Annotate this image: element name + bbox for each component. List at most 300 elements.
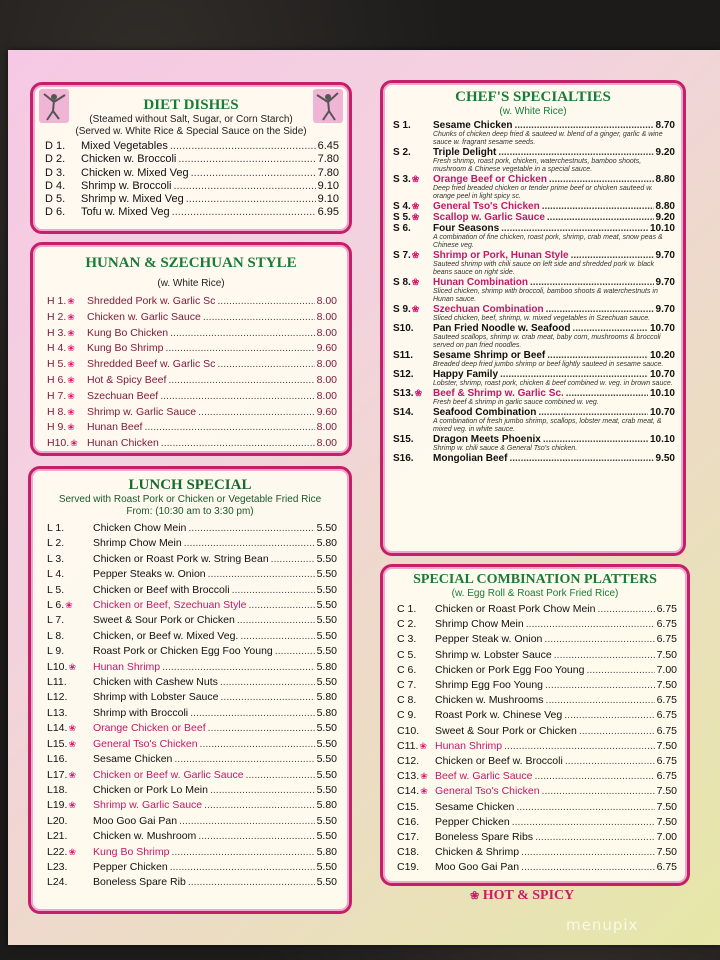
chili-icon: ❀ (411, 212, 420, 222)
item-code-text: H 2. (47, 310, 67, 323)
combination-platters-box (380, 564, 690, 886)
leader-dots (543, 434, 648, 445)
leader-dots (204, 798, 314, 813)
item-price: 7.50 (656, 785, 677, 798)
item-code-text: C16. (397, 815, 420, 828)
menu-item-row (47, 845, 337, 860)
menu-item-row (393, 201, 675, 212)
item-name: Shrimp Chow Mein (93, 537, 182, 550)
item-price: 5.80 (316, 537, 337, 550)
item-code-text: C12. (397, 755, 420, 768)
menu-item-row (47, 552, 337, 567)
item-code-text: H 8. (47, 405, 67, 418)
menu-item-row (397, 663, 677, 678)
menu-item-row (47, 798, 337, 813)
item-price: 9.70 (655, 250, 675, 261)
item-code (47, 310, 87, 326)
item-name: Chicken w. Garlic Sauce (87, 310, 201, 323)
leader-dots (535, 830, 655, 845)
item-code-text: L 5. (47, 583, 65, 596)
leader-dots (170, 140, 316, 153)
item-name: Seafood Combination (433, 407, 537, 418)
item-price: 10.10 (649, 434, 675, 445)
item-price: 7.50 (656, 648, 677, 661)
item-name: Shrimp w. Garlic Sauce (93, 799, 203, 812)
leader-dots (184, 536, 315, 551)
leader-dots (171, 845, 314, 860)
diet-dishes-title: DIET DISHES (143, 97, 239, 113)
leader-dots (144, 420, 314, 436)
item-name: Shrimp or Pork, Hunan Style (433, 250, 569, 261)
item-code (47, 326, 87, 342)
item-code (47, 783, 93, 798)
chili-icon: ❀ (67, 311, 75, 322)
item-code-text: C18. (397, 846, 420, 859)
leader-dots (186, 193, 316, 206)
menu-item-row (393, 323, 675, 334)
leader-dots (546, 304, 654, 315)
menu-item-row (45, 193, 339, 206)
item-price: 8.00 (316, 389, 337, 402)
leader-dots (554, 648, 655, 663)
chili-icon: ❀ (411, 174, 420, 184)
item-code (47, 629, 93, 644)
leader-dots (160, 389, 314, 405)
leader-dots (501, 223, 648, 234)
item-code (397, 754, 435, 769)
item-code-text: L16. (47, 753, 68, 766)
item-name: Hot & Spicy Beef (87, 373, 167, 386)
item-name: Roast Pork or Chicken Egg Foo Young (93, 645, 273, 658)
item-name: Shrimp with Lobster Sauce (93, 691, 219, 704)
item-code-text: C10. (397, 724, 420, 737)
menu-item-row (47, 405, 337, 421)
menu-item-row (393, 120, 675, 131)
diet-dishes-box (30, 82, 352, 234)
dancer-icon (313, 89, 343, 123)
item-name: Hunan Shrimp (93, 660, 161, 673)
item-code (47, 389, 87, 405)
item-code (397, 617, 435, 632)
item-code-text: L 3. (47, 552, 65, 565)
item-code-text: S12. (393, 369, 414, 380)
menu-item-row (397, 739, 677, 754)
menu-item-row (45, 167, 339, 180)
item-name: Pepper Steak w. Onion (435, 633, 543, 646)
item-code (47, 721, 93, 736)
leader-dots (203, 310, 315, 326)
item-price: 8.00 (316, 295, 337, 307)
menu-item-row (47, 598, 337, 613)
item-name: Hunan Shrimp (435, 739, 503, 752)
item-code-text: D 4. (45, 179, 66, 192)
leader-dots (564, 708, 654, 723)
item-name: Pan Fried Noodle w. Seafood (433, 323, 571, 334)
item-code (397, 708, 435, 723)
hunan-szechuan-box (30, 242, 352, 456)
item-name: Kung Bo Chicken (87, 326, 169, 339)
item-code (393, 147, 433, 158)
diet-dishes-note: (Served w. White Rice & Special Sauce on the Side) (75, 126, 307, 137)
item-code (393, 350, 433, 361)
item-price: 5.80 (316, 799, 337, 812)
item-code (393, 223, 433, 234)
leader-dots (191, 167, 316, 180)
item-name: Chicken or Roast Pork Chow Mein (435, 603, 596, 615)
item-price: 5.50 (316, 583, 337, 596)
leader-dots (246, 768, 315, 783)
item-price: 5.50 (316, 814, 337, 827)
item-description: Sauteed shrimp with chili sauce on left side and shredded pork w. black beans sauce on right side. (433, 261, 655, 276)
item-name: Sesame Shrimp or Beef (433, 350, 546, 361)
menu-item-row (397, 724, 677, 739)
item-code (47, 420, 87, 436)
item-price: 5.80 (316, 706, 337, 719)
item-code-text: L10. (47, 660, 68, 673)
item-name: Chicken or Beef w. Garlic Sauce (93, 768, 244, 781)
chili-icon: ❀ (68, 723, 76, 734)
item-code (47, 436, 87, 452)
item-price: 6.75 (656, 603, 677, 615)
item-code-text: S14. (393, 407, 414, 418)
item-description: Lobster, shrimp, roast pork, chicken & beef combined w. veg. in brown sauce. (433, 380, 673, 387)
leader-dots (198, 829, 314, 844)
menu-item-row (397, 815, 677, 830)
item-code-text: S11. (393, 350, 414, 361)
leader-dots (178, 153, 315, 166)
item-price: 5.50 (316, 522, 337, 534)
item-code-text: S 1. (393, 120, 411, 131)
menu-item-row (45, 206, 339, 219)
item-name: Chicken w. Mixed Veg (81, 166, 189, 179)
chili-icon: ❀ (411, 250, 420, 260)
item-code (47, 706, 93, 721)
menu-item-row (47, 690, 337, 705)
item-price: 9.50 (655, 453, 675, 464)
leader-dots (162, 660, 314, 675)
item-code (47, 598, 93, 613)
item-price: 5.50 (316, 768, 337, 781)
chili-icon: ❀ (470, 890, 480, 902)
leader-dots (188, 521, 314, 536)
leader-dots (217, 357, 314, 373)
item-code (47, 405, 87, 421)
item-price: 8.70 (655, 120, 675, 131)
item-code-text: S 4. (393, 201, 411, 212)
item-code-text: L22. (47, 845, 68, 858)
chili-icon: ❀ (70, 438, 78, 449)
menu-item-row (397, 784, 677, 799)
item-description: Breaded deep fried jumbo shrimp or beef lightly sauteed in sesame sauce. (433, 361, 664, 368)
item-name: Four Seasons (433, 223, 500, 234)
leader-dots (188, 875, 315, 890)
item-price: 10.10 (649, 388, 675, 399)
item-name: General Tso's Chicken (435, 785, 540, 798)
leader-dots (579, 724, 655, 739)
menu-item-row (397, 632, 677, 647)
item-name: Shredded Beef w. Garlic Sc (87, 358, 216, 371)
item-name: Beef & Shrimp w. Garlic Sc. (433, 388, 564, 399)
item-code (397, 739, 435, 754)
item-price: 8.00 (316, 326, 337, 339)
menu-item-row (47, 829, 337, 844)
leader-dots (200, 737, 315, 752)
item-description: Deep fried breaded chicken or tender prime beef or chicken sauteed w. orange peel in light spicy sc. (433, 185, 653, 200)
item-code (393, 323, 433, 334)
item-code-text: L 1. (47, 522, 65, 534)
menu-item-row (397, 708, 677, 723)
lunch-special-title: LUNCH SPECIAL (128, 477, 252, 493)
item-price: 6.75 (656, 618, 677, 631)
item-code-text: L15. (47, 737, 68, 750)
leader-dots (547, 350, 648, 361)
menu-item-row (397, 845, 677, 860)
chili-icon: ❀ (419, 740, 427, 751)
item-code (47, 675, 93, 690)
chili-icon: ❀ (420, 786, 428, 797)
chili-icon: ❀ (414, 388, 423, 398)
menu-item-row (47, 721, 337, 736)
menu-item-row (393, 453, 675, 464)
item-name: Triple Delight (433, 147, 497, 158)
item-code-text: L 4. (47, 568, 65, 581)
item-code (47, 521, 93, 536)
item-code (393, 174, 433, 185)
item-price: 5.50 (316, 676, 337, 689)
menu-item-row (45, 153, 339, 166)
item-code-text: L13. (47, 706, 68, 719)
chili-icon: ❀ (67, 296, 75, 306)
item-code (393, 407, 433, 418)
item-price: 9.20 (655, 147, 675, 158)
menu-item-row (393, 223, 675, 234)
menu-item-row (47, 752, 337, 767)
leader-dots (271, 552, 315, 567)
menu-item-row (393, 304, 675, 315)
item-name: Chicken & Shrimp (435, 846, 520, 859)
item-price: 5.80 (316, 660, 337, 673)
item-name: Chicken or Beef w. Broccoli (435, 755, 563, 768)
leader-dots (498, 147, 653, 158)
chili-icon: ❀ (67, 406, 75, 417)
leader-dots (586, 663, 654, 678)
leader-dots (165, 341, 314, 357)
item-code (397, 602, 435, 617)
item-code (397, 632, 435, 647)
leader-dots (210, 783, 315, 798)
item-price: 7.80 (317, 153, 339, 166)
item-name: Chicken or Pork Lo Mein (93, 783, 208, 796)
menu-item-row (393, 407, 675, 418)
item-price: 6.75 (656, 861, 677, 874)
menu-item-row (47, 420, 337, 436)
item-description: A combination of fine chicken, roast pork, shrimp, crab meat, snow peas & Chinese veg. (433, 234, 663, 249)
item-code-text: H 6. (47, 373, 67, 386)
item-code (397, 784, 435, 799)
item-code (47, 341, 87, 357)
menu-item-row (47, 660, 337, 675)
menu-item-row (47, 310, 337, 326)
item-price: 9.70 (655, 277, 675, 288)
menu-item-row (393, 388, 675, 399)
item-description: Fresh beef & shrimp in garlic sauce combined w. veg. (433, 399, 599, 406)
item-code-text: C 9. (397, 709, 417, 722)
item-code-text: H 4. (47, 342, 67, 355)
item-name: Chicken or Roast Pork w. String Bean (93, 552, 269, 565)
item-name: Hunan Beef (87, 421, 143, 434)
leader-dots (232, 583, 315, 598)
item-code (47, 583, 93, 598)
item-code-text: L23. (47, 860, 68, 873)
item-code-text: L12. (47, 691, 68, 704)
item-code (47, 768, 93, 783)
item-code (47, 552, 93, 567)
item-price: 10.10 (649, 223, 675, 234)
item-code (393, 212, 433, 223)
chili-icon: ❀ (68, 738, 76, 749)
menu-item-row (45, 140, 339, 153)
item-price: 5.50 (316, 876, 337, 889)
item-code-text: C14. (397, 785, 420, 798)
item-price: 7.00 (656, 663, 677, 676)
hot-spicy-label: HOT & SPICY (482, 888, 575, 903)
item-description: Chunks of chicken deep fried & sauteed w. blend of a ginger, garlic & wine sauce w. fragrant sesame seeds. (433, 131, 663, 146)
item-code-text: C 3. (397, 633, 417, 646)
leader-dots (597, 602, 654, 617)
menu-item-row (47, 326, 337, 342)
item-code (47, 860, 93, 875)
item-name: Pepper Chicken (93, 860, 168, 873)
item-code-text: C13. (397, 770, 420, 783)
item-code (397, 693, 435, 708)
item-name: Kung Bo Shrimp (93, 845, 170, 858)
item-code (47, 613, 93, 628)
item-name: Chicken with Cashew Nuts (93, 676, 218, 689)
leader-dots (572, 323, 648, 334)
item-price: 5.50 (316, 783, 337, 796)
item-code (47, 690, 93, 705)
item-code (47, 875, 93, 890)
leader-dots (521, 845, 655, 860)
menu-item-row (47, 436, 337, 452)
item-description: Sauteed scallops, shrimp w. crab meat, baby corn, mushrooms & broccoli served on pan fried noodles. (433, 334, 661, 349)
item-code-text: H10. (47, 437, 70, 450)
item-name: Tofu w. Mixed Veg (81, 206, 170, 219)
item-price: 5.80 (316, 691, 337, 704)
item-name: Beef w. Garlic Sauce (435, 770, 533, 783)
chili-icon: ❀ (67, 327, 75, 338)
leader-dots (190, 706, 314, 721)
leader-dots (237, 613, 315, 628)
item-name: Sesame Chicken (93, 753, 173, 766)
item-code-text: D 6. (45, 206, 66, 219)
item-code (397, 663, 435, 678)
item-price: 5.50 (316, 629, 337, 642)
item-name: Roast Pork w. Chinese Veg (435, 709, 563, 722)
item-price: 6.45 (317, 140, 339, 152)
item-code (397, 678, 435, 693)
item-price: 6.75 (656, 755, 677, 768)
item-price: 7.00 (656, 831, 677, 844)
item-code-text: L19. (47, 799, 68, 812)
leader-dots (500, 369, 648, 380)
chili-icon: ❀ (420, 771, 428, 782)
chefs-specialties-box (380, 80, 686, 556)
leader-dots (544, 632, 654, 647)
menu-item-row (47, 860, 337, 875)
leader-dots (515, 120, 654, 131)
item-code (393, 250, 433, 261)
item-code (47, 798, 93, 813)
menu-item-row (47, 583, 337, 598)
item-price: 7.50 (656, 739, 677, 752)
item-code (45, 140, 81, 153)
item-price: 8.80 (655, 201, 675, 212)
leader-dots (179, 814, 315, 829)
item-name: Kung Bo Shrimp (87, 342, 164, 355)
item-code (47, 644, 93, 659)
chili-icon: ❀ (411, 201, 420, 211)
menu-item-row (47, 706, 337, 721)
item-code (45, 180, 81, 193)
item-price: 8.00 (316, 358, 337, 371)
menu-item-row (397, 830, 677, 845)
item-name: Pepper Chicken (435, 815, 510, 828)
menu-item-row (47, 675, 337, 690)
combination-platters-note: (w. Egg Roll & Roast Pork Fried Rice) (451, 588, 619, 599)
item-code-text: S 5. (393, 212, 411, 223)
item-price: 5.50 (316, 614, 337, 627)
item-code-text: C 2. (397, 618, 417, 631)
item-code-text: L24. (47, 876, 68, 889)
item-name: Shrimp Egg Foo Young (435, 679, 543, 692)
leader-dots (174, 752, 314, 767)
chili-icon: ❀ (67, 390, 75, 401)
item-price: 10.20 (649, 350, 675, 361)
chili-icon: ❀ (67, 422, 75, 433)
item-code-text: D 3. (45, 166, 66, 179)
item-price: 9.60 (316, 405, 337, 418)
leader-dots (526, 617, 655, 632)
item-code-text: S10. (393, 323, 414, 334)
item-code-text: S 6. (393, 223, 411, 234)
leader-dots (545, 678, 655, 693)
item-name: Sesame Chicken (435, 800, 515, 813)
item-name: Chicken Chow Mein (93, 522, 187, 534)
item-price: 9.10 (317, 193, 339, 206)
item-name: Mixed Vegetables (81, 140, 168, 152)
item-code-text: C 7. (397, 679, 417, 692)
menu-item-row (393, 434, 675, 445)
item-price: 6.75 (656, 709, 677, 722)
item-price: 6.75 (656, 633, 677, 646)
item-price: 9.10 (317, 179, 339, 192)
item-name: Chicken w. Mushrooms (435, 694, 544, 707)
item-code (47, 357, 87, 373)
leader-dots (565, 754, 655, 769)
item-price: 9.70 (655, 304, 675, 315)
item-code-text: L21. (47, 830, 68, 843)
menu-item-row (47, 613, 337, 628)
menu-item-row (47, 357, 337, 373)
item-price: 8.80 (655, 174, 675, 185)
leader-dots (170, 860, 315, 875)
item-code-text: H 5. (47, 358, 67, 371)
item-price: 5.50 (316, 737, 337, 750)
item-name: Chicken or Pork Egg Foo Young (435, 663, 585, 676)
item-code (393, 388, 433, 399)
menu-item-row (393, 212, 675, 223)
